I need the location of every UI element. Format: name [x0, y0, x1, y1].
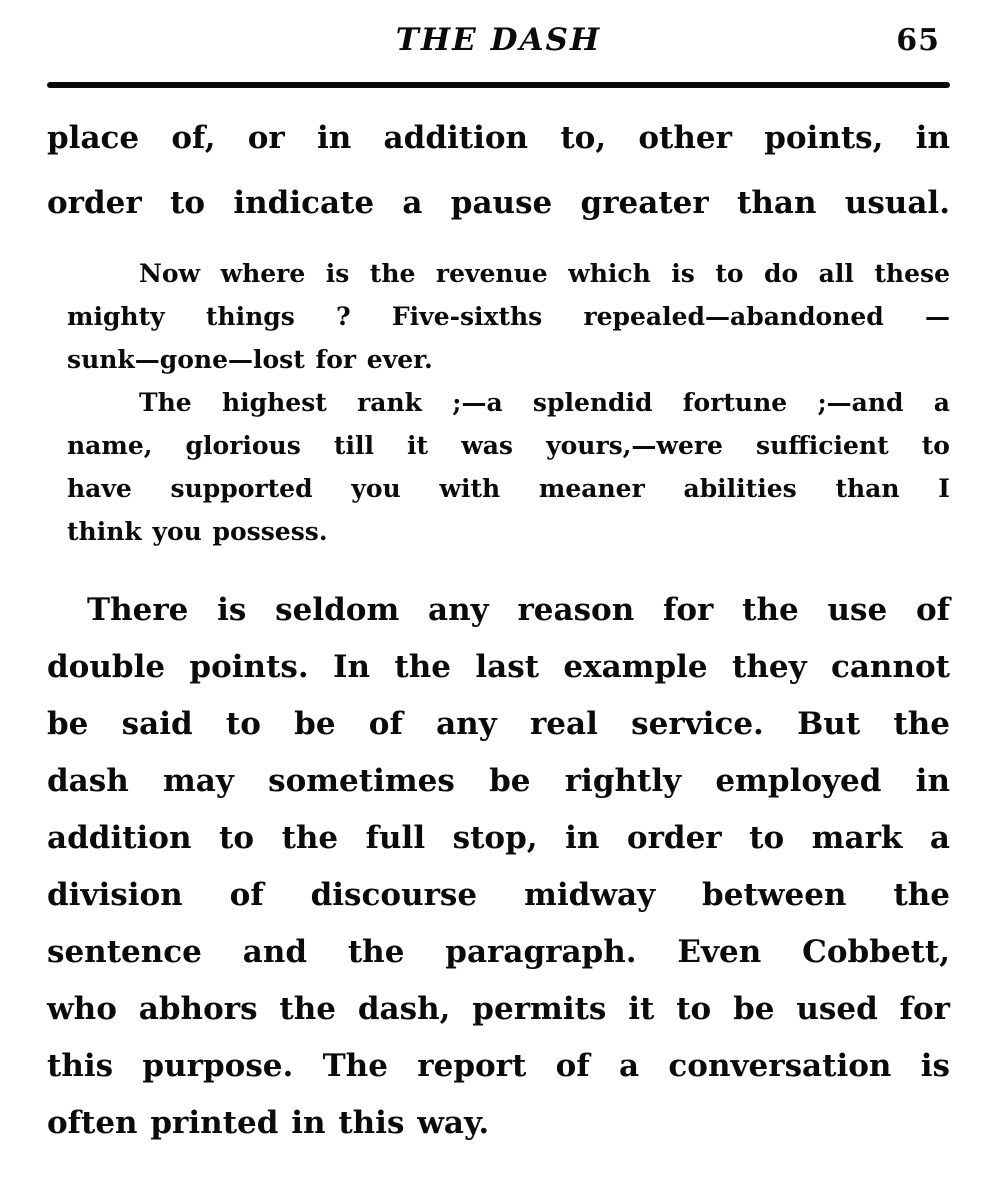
text-line: mighty things ? Five-sixths repealed—abandoned — — [67, 302, 950, 331]
text-line: double points. In the last example they cannot — [47, 649, 950, 685]
paragraph-continuation — [47, 106, 950, 236]
text-line: There is seldom any reason for the use of — [87, 592, 950, 628]
text-line: Now where is the revenue which is to do all these — [139, 259, 950, 288]
text-line: The highest rank ;—a splendid fortune ;—and a — [139, 388, 950, 417]
text-line: think you possess. — [67, 517, 328, 546]
text-line: be said to be of any real service. But the — [47, 706, 950, 742]
text-line: sentence and the paragraph. Even Cobbett, — [47, 934, 950, 970]
text-line: often printed in this way. — [47, 1105, 490, 1141]
text-line: this purpose. The report of a conversation is — [47, 1048, 950, 1084]
text-line: addition to the full stop, in order to mark a — [47, 820, 950, 856]
blockquote-highest-rank — [67, 381, 950, 553]
text-line: division of discourse midway between the — [47, 877, 950, 913]
page-number: 65 — [896, 23, 940, 58]
running-head-title: THE DASH — [395, 22, 602, 58]
text-line: place of, or in addition to, other points, in — [47, 120, 950, 156]
text-line: sunk—gone—lost for ever. — [67, 345, 433, 374]
text-line: dash may sometimes be rightly employed in — [47, 763, 950, 799]
text-line: have supported you with meaner abilities than I — [67, 474, 950, 503]
blockquote-revenue — [67, 252, 950, 381]
page-header — [47, 22, 950, 64]
text-line: name, glorious till it was yours,—were sufficient to — [67, 431, 950, 460]
text-line: order to indicate a pause greater than usual. — [47, 185, 950, 221]
text-line: who abhors the dash, permits it to be used for — [47, 991, 950, 1027]
header-rule — [47, 82, 950, 88]
paragraph-main — [47, 582, 950, 1152]
